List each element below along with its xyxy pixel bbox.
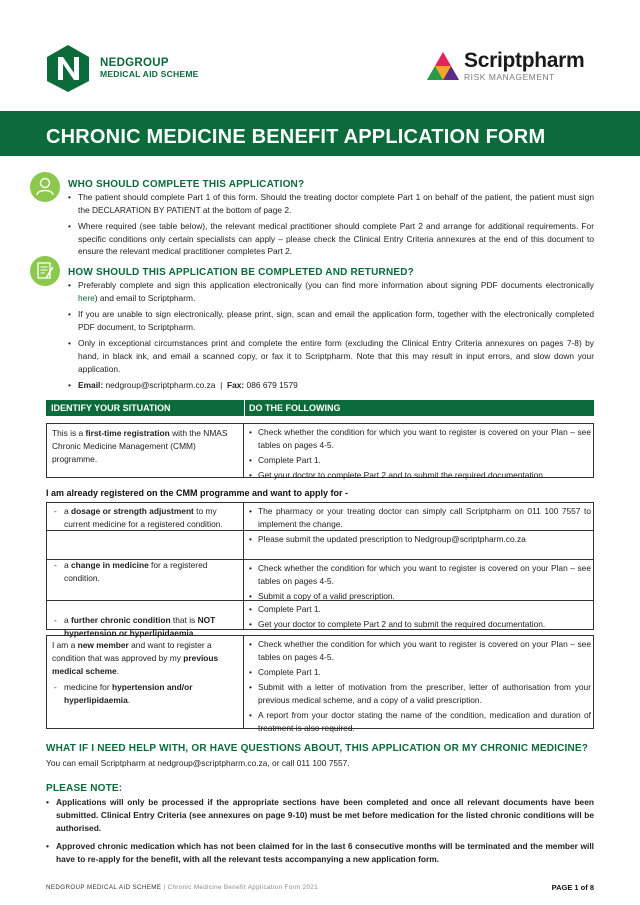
nedgroup-brand xyxy=(100,57,199,79)
cell-text: to my current medicine for a registered condition. xyxy=(64,506,223,530)
action-item: • Check whether the condition for which you want to register is covered on your Plan – see tables on pages 4-5. xyxy=(249,426,591,452)
action-cell xyxy=(249,505,591,533)
column-divider xyxy=(243,424,244,477)
action-cell xyxy=(249,562,591,605)
column-divider xyxy=(243,503,244,629)
action-item: • Submit a copy of a valid prescription. xyxy=(249,590,591,603)
contact-item xyxy=(68,379,594,392)
action-item: • Check whether the condition for which you want to register is covered on your Plan – see tables on pages 4-5. xyxy=(249,638,591,664)
help-heading: WHAT IF I NEED HELP WITH, OR HAVE QUESTIONS ABOUT, THIS APPLICATION OR MY CHRONIC MEDICINE? xyxy=(46,743,589,754)
action-cell xyxy=(249,603,591,633)
action-item: • The pharmacy or your treating doctor can simply call Scriptpharm on 011 100 7557 to implement the change. xyxy=(249,505,591,531)
registered-subtitle: I am already registered on the CMM programme and want to apply for - xyxy=(46,488,349,498)
note-heading: PLEASE NOTE: xyxy=(46,783,123,794)
title-banner xyxy=(0,111,640,156)
cell-emphasis: previous medical scheme xyxy=(52,653,219,677)
help-text: You can email Scriptpharm at nedgroup@scriptpharm.co.za, or call 011 100 7557. xyxy=(46,758,350,768)
col-situation-header: IDENTIFY YOUR SITUATION xyxy=(51,403,171,413)
cell-text: . xyxy=(116,666,120,677)
cell-emphasis: NOT hypertension or hyperlipidaemia xyxy=(64,615,216,639)
how-item xyxy=(68,279,594,304)
how-heading: HOW SHOULD THIS APPLICATION BE COMPLETED AND RETURNED? xyxy=(68,267,414,278)
footer-doc-name: Chronic Medicine Benefit Application Form 2021 xyxy=(167,884,319,891)
cell-text: . xyxy=(193,628,196,639)
action-item: • Submit with a letter of motivation from the prescriber, letter of authorisation from your previous medical scheme, and a copy of a valid prescription. xyxy=(249,681,591,707)
scriptpharm-logo-icon xyxy=(425,50,461,82)
nedgroup-subname: MEDICAL AID SCHEME xyxy=(100,68,199,79)
signing-info-link[interactable]: here xyxy=(78,292,95,303)
cell-text: a xyxy=(64,615,71,626)
cell-text: a xyxy=(64,560,71,571)
how-item: • If you are unable to sign electronically, please print, sign, scan and email the application form, together with the electronically completed PDF document, to Scriptpharm. xyxy=(68,308,594,333)
fax-label: Fax: xyxy=(226,380,245,391)
nedgroup-name: NEDGROUP xyxy=(100,57,169,69)
cell-text: . xyxy=(127,695,131,706)
how-list xyxy=(68,279,594,396)
who-heading: WHO SHOULD COMPLETE THIS APPLICATION? xyxy=(68,179,305,190)
situation-cell xyxy=(52,559,240,585)
note-item: • Applications will only be processed if the appropriate sections have been completed and once all relevant documents have been submitted. Clinical Entry Criteria (see annexures on page 9-10) must be met before medication for the listed chronic conditions will be authorised. xyxy=(46,796,594,835)
cell-emphasis: dosage or strength adjustment xyxy=(71,506,194,516)
who-item: • Where required (see table below), the relevant medical practitioner should complete Part 2 and arrange for additional requirements. For specific conditions only certain specialists can apply – please check the Clinical Entry Criteria annexures at the end of this document to ensure the relevant medical practitioner completes Part 2. xyxy=(68,220,594,258)
column-divider xyxy=(243,636,244,728)
note-item: • Approved chronic medication which has not been claimed for in the last 6 consecutive months will be terminated and the member will have to re-apply for the benefit, with all the relevant tests accompanying a new application form. xyxy=(46,840,594,866)
cell-text: that is xyxy=(170,615,198,626)
cell-text: This is a xyxy=(52,428,86,438)
page-title: CHRONIC MEDICINE BENEFIT APPLICATION FORM xyxy=(46,126,546,148)
page-number: PAGE 1 of 8 xyxy=(551,883,594,892)
cell-emphasis: new member xyxy=(77,640,129,650)
who-list xyxy=(68,191,594,262)
how-item-text: ) and email to Scriptpharm. xyxy=(94,292,196,303)
action-cell xyxy=(249,426,591,484)
cell-text: a xyxy=(64,506,71,516)
email-address[interactable]: nedgroup@scriptpharm.co.za xyxy=(105,380,216,391)
action-item: • A report from your doctor stating the name of the condition, medication and duration of treatment is also required. xyxy=(249,709,591,735)
footer-separator: | xyxy=(161,884,168,891)
scriptpharm-brand xyxy=(464,50,584,81)
cell-emphasis: change in medicine xyxy=(71,560,149,571)
how-item: • Only in exceptional circumstances print and complete the entire form (excluding the Clinical Entry Criteria annexures on pages 7-8) by hand, in black ink, and email a scanned copy, or fax it to Scriptpharm. Note that this may result in input errors, and slow down your application. xyxy=(68,337,594,375)
cell-text: and want to register a condition that was approved by my xyxy=(52,640,212,664)
form-edit-icon xyxy=(30,256,60,286)
cell-text: medicine for xyxy=(64,682,112,693)
header-divider xyxy=(244,400,245,416)
fax-number: 086 679 1579 xyxy=(246,380,298,391)
situation-cell xyxy=(52,639,240,678)
contact-divider: | xyxy=(220,380,223,391)
action-cell xyxy=(249,638,591,737)
action-item: • Get your doctor to complete Part 2 and to submit the required documentation. xyxy=(249,469,591,482)
cell-text: for a registered condition. xyxy=(64,560,208,584)
action-item: • Get your doctor to complete Part 2 and to submit the required documentation. xyxy=(249,618,591,631)
cell-emphasis: further chronic condition xyxy=(71,615,171,626)
person-icon xyxy=(30,172,60,202)
table-header xyxy=(46,400,594,416)
table-row-first-time xyxy=(46,423,594,481)
action-item: • Complete Part 1. xyxy=(249,603,591,616)
footer-left xyxy=(46,883,318,892)
action-item: • Complete Part 1. xyxy=(249,666,591,679)
footer-scheme: NEDGROUP MEDICAL AID SCHEME xyxy=(46,884,162,891)
situation-cell xyxy=(52,427,240,466)
action-item: • Please submit the updated prescription to Nedgroup@scriptpharm.co.za xyxy=(249,533,591,546)
how-item-text: Preferably complete and sign this application electronically (you can find more information about signing PDF documents electronically xyxy=(78,280,594,290)
situation-cell xyxy=(52,505,240,531)
cell-text: I am a xyxy=(52,640,78,650)
action-cell xyxy=(249,533,591,548)
who-item: • The patient should complete Part 1 of this form. Should the treating doctor complete Part 1 on behalf of the patient, the patient must sign the DECLARATION BY PATIENT at the bottom of page 2. xyxy=(68,191,594,216)
scriptpharm-subname: RISK MANAGEMENT xyxy=(464,72,555,82)
scriptpharm-name: Scriptpharm xyxy=(464,49,585,72)
note-list xyxy=(46,796,594,871)
cell-emphasis: hypertension and/or hyperlipidaemia xyxy=(64,682,193,706)
nedgroup-logo-icon xyxy=(44,44,92,92)
cell-emphasis: first-time registration xyxy=(85,428,170,438)
col-action-header: DO THE FOLLOWING xyxy=(249,403,341,413)
email-label: Email: xyxy=(78,380,104,391)
action-item: • Check whether the condition for which you want to register is covered on your Plan – see tables on pages 4-5. xyxy=(249,562,591,588)
cell-text: with the NMAS Chronic Medicine Management (CMM) programme. xyxy=(52,428,228,465)
table-row-new-member xyxy=(46,635,594,734)
action-item: • Complete Part 1. xyxy=(249,454,591,467)
